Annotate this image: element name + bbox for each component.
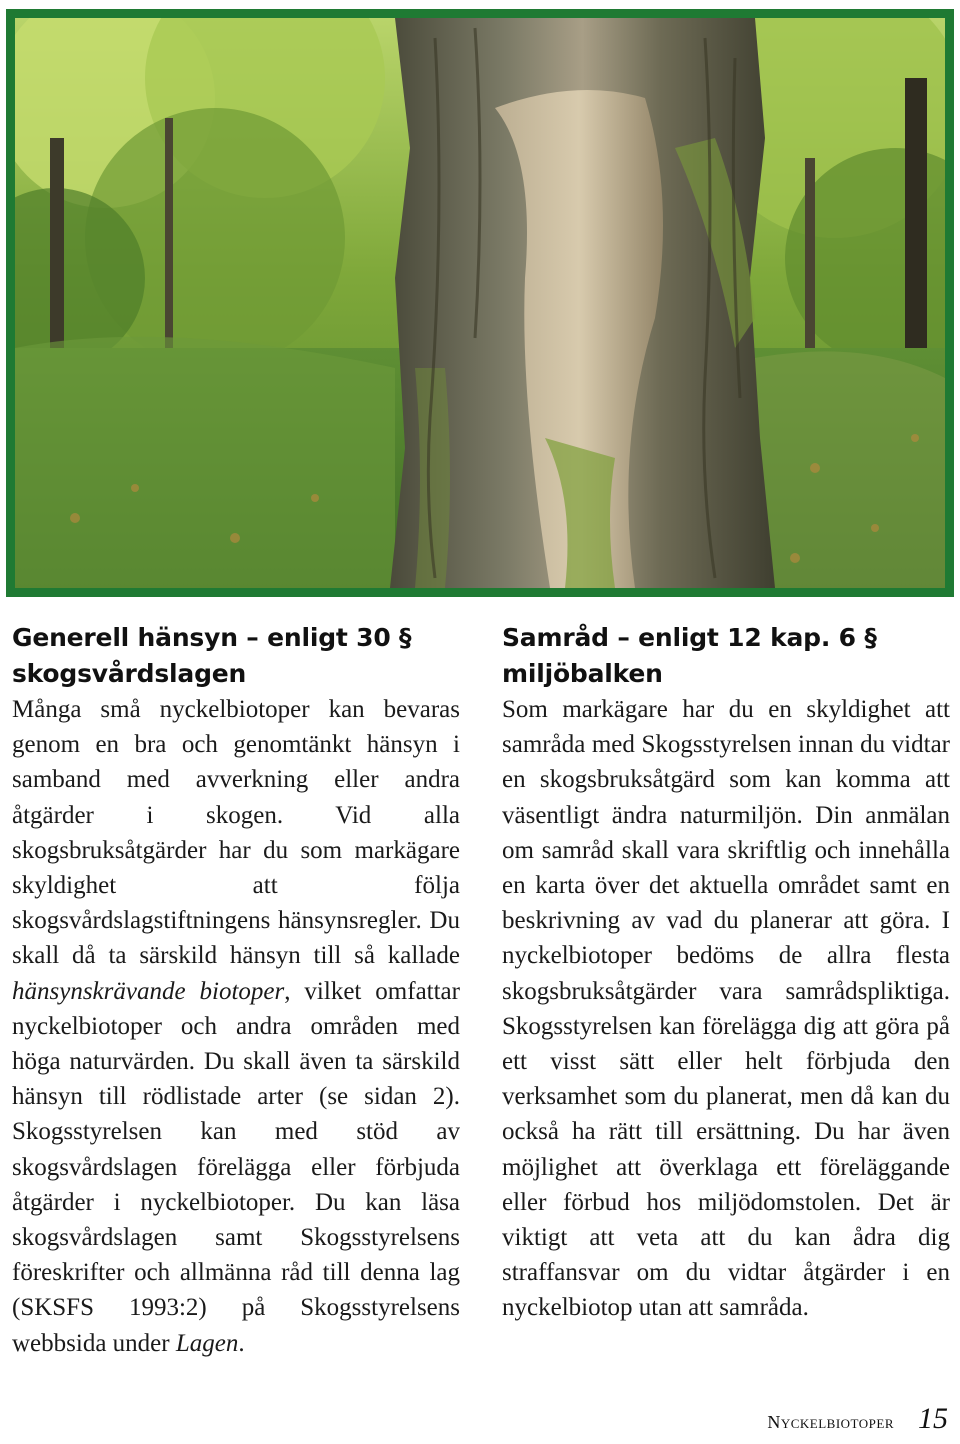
forest-illustration bbox=[15, 18, 945, 588]
heading-samrad: Samråd – enligt 12 kap. 6 § miljöbalken bbox=[502, 623, 877, 688]
photo-frame bbox=[6, 9, 954, 597]
left-body-part-2: , vilket omfattar nyckelbiotoper och andra områden med höga naturvärden. Du skall även ta särskild hänsyn till rödlistade arter (se sidan 2). Skogsstyrelsen kan med stöd av skogsvårdslagen förelägga eller förbjuda åtgärder i nyckelbiotoper. Du kan läsa skogsvårdslagen samt Skogsstyrelsens föreskrifter och allmänna råd till denna lag (SKSFS 1993:2) på Skogsstyrelsens webbsida under bbox=[12, 977, 460, 1357]
heading-generell-hansyn: Generell hänsyn – enligt 30 § skogsvårdslagen bbox=[12, 623, 412, 688]
emphasis-hansynskravande-biotoper: hänsynskrävande biotoper bbox=[12, 977, 285, 1005]
left-body-part-3: . bbox=[238, 1329, 245, 1357]
page-footer bbox=[767, 1402, 948, 1436]
old-tree-forest-photo bbox=[15, 18, 945, 588]
footer-publication-title: Nyckelbiotoper bbox=[767, 1412, 894, 1432]
page-number: 15 bbox=[918, 1402, 948, 1435]
left-body-part-1: Många små nyckelbiotoper kan bevaras genom en bra och genomtänkt hänsyn i samband med avverkning eller andra åtgärder i skogen. Vid alla skogsbruksåtgärder har du som markägare skyldighet att följa skogsvårdslagstiftningens hänsynsregler. Du skall då ta särskild hänsyn till så kallade bbox=[12, 696, 460, 970]
left-body-paragraph bbox=[12, 692, 460, 1361]
emphasis-lagen: Lagen bbox=[175, 1329, 239, 1357]
right-column bbox=[502, 620, 950, 1326]
left-column bbox=[12, 620, 460, 1361]
right-body-paragraph: Som markägare har du en skyldighet att samråda med Skogsstyrelsen innan du vidtar en skogsbruksåtgärd som kan komma att väsentligt ändra naturmiljön. Din anmälan om samråd skall vara skriftlig och innehålla en karta över det aktuella området samt en beskrivning av vad du planerar att göra. I nyckelbiotoper bedöms de allra flesta skogsbruksåtgärder vara samrådspliktiga. Skogsstyrelsen kan förelägga dig att göra på ett visst sätt eller helt förbjuda den verksamhet som du planerat, men då kan du också ha rätt till ersättning. Du har även möjlighet att överklaga ett föreläggande eller förbud hos miljödomstolen. Det är viktigt att veta att du kan ådra dig straffansvar om du vidtar åtgärder i en nyckelbiotop utan att samråda. bbox=[502, 696, 950, 1322]
